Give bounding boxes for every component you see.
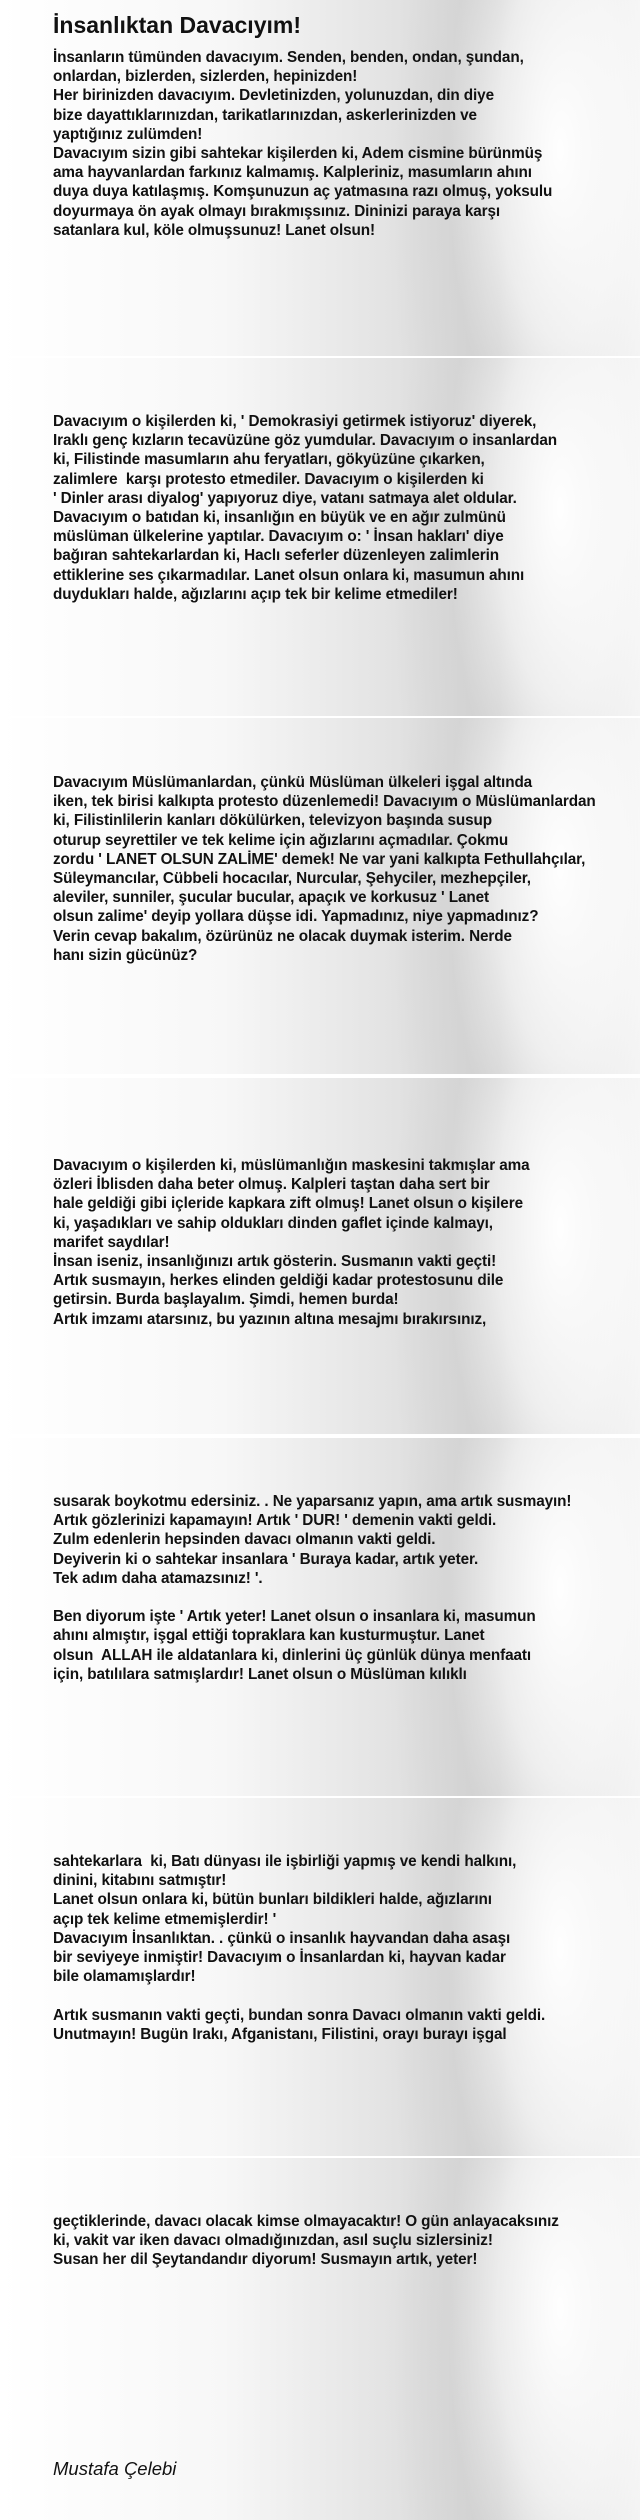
poem-section-4: Davacıyım o kişilerden ki, müslümanlığın maskesini takmışlar ama özleri İblisden daha beter olmuş. Kalpleri taştan daha sert bir hale geldiği gibi içleride kapkara zift olmuş! Lanet olsun o kişilere ki, yaşadıkları ve sahip oldukları dinden gaflet içinde kalmayı, marifet saydılar! İnsan iseniz, insanlığınızı artık gösterin. Susmanın vakti geçti! Artık susmayın, herkes elinden geldiği kadar protestosunu dile getirsin. Burda başlayalım. Şimdi, hemen burda! Artık imzamı atarsınız, bu yazının altına mesajmı bırakırsınız, [53,1157,530,1328]
poem-section-5: susarak boykotmu edersiniz. . Ne yaparsanız yapın, ama artık susmayın! Artık gözlerinizi kapamayın! Artık ' DUR! ' demenin vakti geldi. Zulm edenlerin hepsinden davacı olmanın vakti geldi. Deyiverin ki o sahtekar insanlara ' Buraya kadar, artık yeter. Tek adım daha atamazsınız! '. Ben diyorum işte ' Artık yeter! Lanet olsun o insanlara ki, masumun ahını almıştır, işgal ettiği topraklara kan kusturmuştur. Lanet olsun ALLAH ile aldatanlara ki, dinlerini üç günlük dünya menfaatı için, batılılara satmışlardır! Lanet olsun o Müslüman kılıklı [53,1493,572,1683]
panel-4 [0,1078,640,1434]
panel-2 [0,358,640,716]
poem-section-1: İnsanların tümünden davacıyım. Senden, benden, ondan, şundan, onlardan, bizlerden, sizlerden, hepinizden! Her birinizden davacıyım. Devletinizden, yolunuzdan, din diye bize dayattıklarınızdan, tarikatlarınızdan, askerlerinizden ve yaptığınız zulümden! Davacıyım sizin gibi sahtekar kişilerden ki, Adem cismine bürünmüş ama hayvanlardan farkınız kalmamış. Kalpleriniz, masumların ahını duya duya katılaşmış. Komşunuzun aç yatmasına razı olmuş, yoksulu doyurmaya ön ayak olmayı bırakmışsınız. Dininizi paraya karşı satanlara kul, köle olmuşsunuz! Lanet olsun! [53,49,553,239]
panel-6 [0,1798,640,2156]
panel-7 [0,2158,640,2520]
poem-section-2: Davacıyım o kişilerden ki, ' Demokrasiyi getirmek istiyoruz' diyerek, Iraklı genç kızların tecavüzüne göz yumdular. Davacıyım o insanlardan ki, Filistinde masumların ahu feryatları, gökyüzüne çıkarken, zalimlere karşı protesto etmediler. Davacıyım o kişilerden ki ' Dinler arası diyalog' yapıyoruz diye, vatanı satmaya alet oldular. Davacıyım o batıdan ki, insanlığın en büyük ve en ağır zulmünü müslüman ülkelerine yaptılar. Davacıyım o: ' İnsan hakları' diye bağıran sahtekarlardan ki, Haclı seferler düzenleyen zalimlerin ettiklerine ses çıkarmadılar. Lanet olsun onlara ki, masumun ahını duydukları halde, ağızlarını açıp tek bir kelime etmediler! [53,413,558,603]
author-signature: Mustafa Çelebi [53,2458,177,2479]
poem-section-3: Davacıyım Müslümanlardan, çünkü Müslüman ülkeleri işgal altında iken, tek birisi kalkıpta protesto düzenlemedi! Davacıyım o Müslümanlardan ki, Filistinlilerin kanları dökülürken, televizyon başında susup oturup seyrettiler ve tek kelime için ağızlarını açmadılar. Çokmu zordu ' LANET OLSUN ZALİME' demek! Ne var yani kalkıpta Fethullahçılar, Süleymancılar, Cübbeli hocacılar, Nurcular, Şehyciler, mezhepçiler, aleviler, sunniler, şucular bucular, apaçık ve korkusuz ' Lanet olsun zalime' deyip yollara düşse idi. Yapmadınız, niye yapmadınız? Verin cevap bakalım, özürünüz ne olacak duymak isterim. Nerde hanı sizin gücünüz? [53,774,596,964]
panel-5 [0,1438,640,1796]
panel-1 [0,0,640,356]
poem-section-6: sahtekarlara ki, Batı dünyası ile işbirliği yapmış ve kendi halkını, dinini, kitabını satmıştır! Lanet olsun onlara ki, bütün bunları bildikleri halde, ağızlarını açıp tek kelime etmemişlerdir! ' Davacıyım İnsanlıktan. . çünkü o insanlık hayvandan daha asaşı bir seviyeye inmiştir! Davacıyım o İnsanlardan ki, hayvan kadar bile olamamışlardır! Artık susmanın vakti geçti, bundan sonra Davacı olmanın vakti geldi. Unutmayın! Bugün Irakı, Afganistanı, Filistini, orayı burayı işgal [53,1853,546,2043]
page-title: İnsanlıktan Davacıyım! [53,12,301,38]
poem-section-7: geçtiklerinde, davacı olacak kimse olmayacaktır! O gün anlayacaksınız ki, vakit var iken davacı olmadığınızdan, asıl suçlu sizlersiniz! Susan her dil Şeytandandır diyorum! Susmayın artık, yeter! [53,2213,559,2269]
panel-3 [0,718,640,1074]
